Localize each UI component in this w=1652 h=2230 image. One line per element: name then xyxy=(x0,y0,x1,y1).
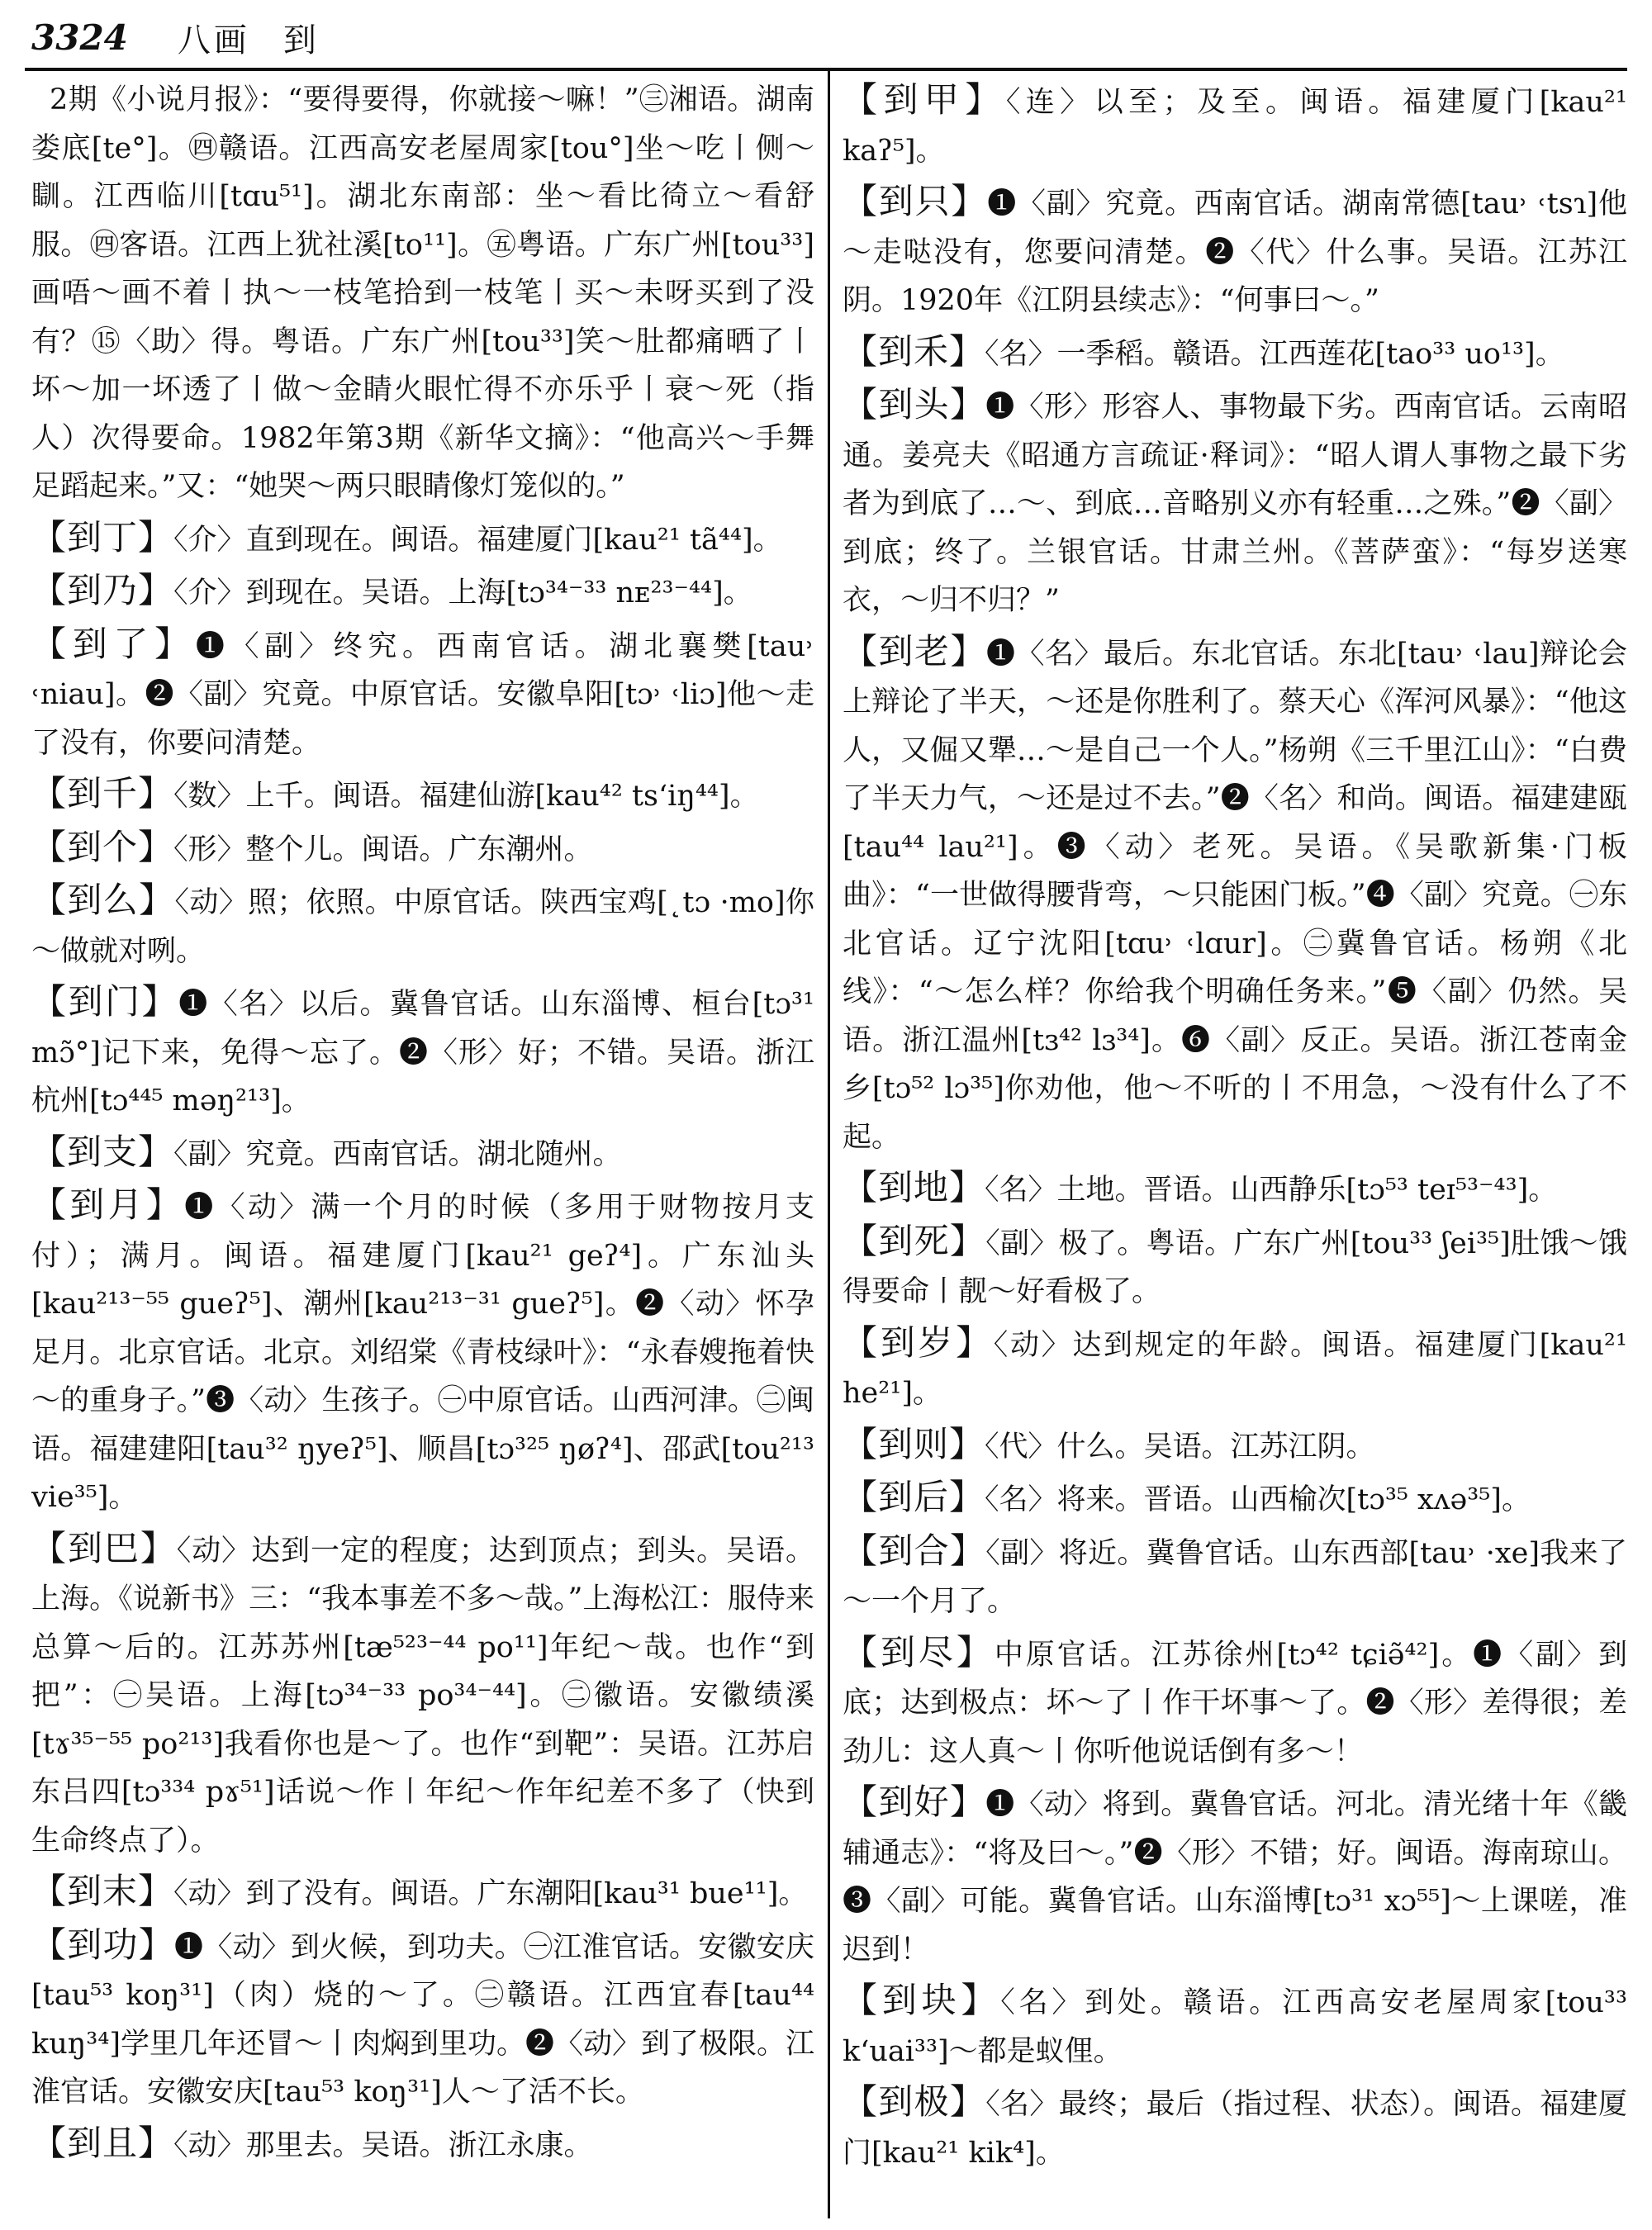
entry-text: 〈动〉那里去。吴语。浙江永康。 xyxy=(173,2128,593,2162)
entry-headword: 【到千】 xyxy=(31,773,174,814)
entry xyxy=(31,514,814,565)
entry-headword: 【到甲】 xyxy=(843,79,1006,120)
entry xyxy=(843,2078,1627,2177)
entry xyxy=(843,328,1627,379)
entry-headword: 【到丁】 xyxy=(31,516,174,558)
entry xyxy=(843,1527,1627,1626)
left-column xyxy=(31,76,814,2172)
entry-headword: 【到极】 xyxy=(843,2081,986,2122)
entry xyxy=(843,1778,1627,1974)
entry xyxy=(843,1473,1627,1525)
entry xyxy=(843,381,1627,625)
entry-text: ❶〈副〉究竟。西南官话。湖南常德[tau˒ ˓tsɿ]他～走哒没有，您要问清楚。❷〈代〉什么事。吴语。江苏江阴。1920年《江阴县续志》：“何事曰～。” xyxy=(843,187,1627,317)
page-number: 3324 xyxy=(31,17,128,58)
entry xyxy=(31,1181,814,1522)
entry-headword: 【到末】 xyxy=(31,1871,174,1911)
entry xyxy=(843,1319,1627,1418)
entry-text: 〈代〉什么。吴语。江苏江阴。 xyxy=(985,1430,1375,1464)
entry-headword: 【到只】 xyxy=(843,181,988,221)
column-divider xyxy=(828,71,830,2218)
entry xyxy=(31,1921,814,2117)
entry-text: ❶〈名〉以后。冀鲁官话。山东淄博、桓台[tɔ³¹ mɔ̃°]记下来，免得～忘了。❷〈形〉好；不错。吴语。浙江杭州[tɔ⁴⁴⁵ məŋ²¹³]。 xyxy=(31,988,814,1117)
entry-headword: 【到么】 xyxy=(31,880,175,920)
entry-text: 〈形〉整个儿。闽语。广东潮州。 xyxy=(173,833,593,866)
entry-text: 〈副〉将近。冀鲁官话。山东西部[tau˒ ·xe]我来了～一个月了。 xyxy=(843,1536,1627,1618)
entry-headword: 【到月】 xyxy=(31,1184,185,1225)
entry-headword: 【到功】 xyxy=(31,1924,174,1965)
entry-text: 〈动〉照；依照。中原官话。陕西宝鸡[˛tɔ ·mo]你～做就对咧。 xyxy=(31,886,814,968)
entry-text: 〈介〉到现在。吴语。上海[tɔ³⁴⁻³³ nᴇ²³⁻⁴⁴]。 xyxy=(173,576,752,610)
entry-headword: 【到支】 xyxy=(31,1131,174,1172)
section-label: 八画 xyxy=(177,21,250,59)
entry-text: ❶〈名〉最后。东北官话。东北[tau˒ ˓lau]辩论会上辩论了半天，～还是你胜利了。蔡天心《浑河风暴》：“他这人，又倔又犟…～是自己一个人。”杨朔《三千里江山》：“白费了半天力气，～还是过不去。”❷〈名〉和尚。闽语。福建建瓯[tau⁴⁴ lau²¹]。❸〈动〉老死。吴语。《吴歌新集·门板曲》：“一世做得腰背弯，～只能困门板。”❹〈副〉究竟。㊀东北官话。辽宁沈阳[tɑu˒ ˓lɑur]。㊁冀鲁官话。杨朔《北线》：“～怎么样？你给我个明确任务来。”❺〈副〉仍然。吴语。浙江温州[tɜ⁴² lɜ³⁴]。❻〈副〉反正。吴语。浙江苍南金乡[tɔ⁵² lɔ³⁵]你劝他，他～不听的丨不用急，～没有什么了不起。 xyxy=(843,637,1627,1154)
entry-text: 〈副〉极了。粤语。广东广州[tou³³ ʃei³⁵]肚饿～饿得要命丨靓～好看极了。 xyxy=(843,1226,1627,1308)
entry xyxy=(843,1976,1627,2076)
entry-text: 〈副〉究竟。西南官话。湖北随州。 xyxy=(173,1137,622,1171)
entry xyxy=(31,1525,814,1866)
entry-text: 中原官话。江苏徐州[tɔ⁴² tɕiə̃⁴²]。❶〈副〉到底；达到极点：坏～了丨作干坏事～了。❷〈形〉差得很；差劲儿：这人真～丨你听他说话倒有多～！ xyxy=(843,1638,1627,1768)
entry-headword: 【到岁】 xyxy=(843,1321,994,1363)
right-column xyxy=(843,76,1627,2180)
entry-headword: 【到块】 xyxy=(843,1980,1001,2020)
entry-text: ❶〈动〉将到。冀鲁官话。河北。清光绪十年《畿辅通志》：“将及曰～。”❷〈形〉不错；好。闽语。海南琼山。❸〈副〉可能。冀鲁官话。山东淄博[tɔ³¹ xɔ⁵⁵]～上课嗟，准迟到！ xyxy=(843,1788,1627,1967)
entry xyxy=(31,620,814,768)
entry-headword: 【到地】 xyxy=(843,1167,985,1208)
entry-text: 〈名〉土地。晋语。山西静乐[tɔ⁵³ teɪ⁵³⁻⁴³]。 xyxy=(985,1174,1558,1207)
entry-text: 〈动〉到了没有。闽语。广东潮阳[kau³¹ bue¹¹]。 xyxy=(173,1877,808,1910)
continuation-paragraph: 2期《小说月报》：“要得要得，你就接～嘛！”㊂湘语。湖南娄底[te°]。㊃赣语。江西高安老屋周家[tou°]坐～吃丨侧～瞓。江西临川[tɑu⁵¹]。湖北东南部：坐～看比徛立～看舒服。㊃客语。江西上犹社溪[to¹¹]。㊄粤语。广东广州[tou³³]画唔～画不着丨执～一枝笔拾到一枝笔丨买～未呀买到了没有？⑮〈助〉得。粤语。广东广州[tou³³]笑～肚都痛晒了丨坏～加一坏透了丨做～金睛火眼忙得不亦乐乎丨衰～死（指人）次得要命。1982年第3期《新华文摘》：“他高兴～手舞足蹈起来。”又：“她哭～两只眼睛像灯笼似的。” xyxy=(31,83,814,503)
header-rule xyxy=(25,68,1627,71)
entry xyxy=(843,628,1627,1162)
entry xyxy=(843,1164,1627,1215)
entry xyxy=(31,770,814,821)
entry-headword: 【到禾】 xyxy=(843,330,985,372)
entry-text: 〈名〉将来。晋语。山西榆次[tɔ³⁵ xʌə³⁵]。 xyxy=(985,1483,1531,1516)
entry-headword: 【到乃】 xyxy=(31,570,174,610)
entry-text: 〈名〉到处。赣语。江西高安老屋周家[tou³³ k‘uai³³]～都是蚁俚。 xyxy=(843,1986,1627,2068)
entry-headword: 【到尽】 xyxy=(843,1631,995,1672)
entry-headword: 【到头】 xyxy=(843,384,986,425)
entry-text: ❶〈形〉形容人、事物最下劣。西南官话。云南昭通。姜亮夫《昭通方言疏证·释词》：“昭人谓人事物之最下劣者为到底了…～、到底…音略别义亦有轻重…之殊。”❷〈副〉到底；终了。兰银官话。甘肃兰州。《菩萨蛮》：“每岁送寒衣，～归不归？” xyxy=(843,391,1627,617)
entry xyxy=(31,1128,814,1179)
entry-headword: 【到后】 xyxy=(843,1477,985,1517)
entry-headword: 【到则】 xyxy=(843,1423,985,1464)
entry-headword: 【到好】 xyxy=(843,1782,986,1822)
entry-headword: 【到老】 xyxy=(843,630,986,671)
entry-text: 〈名〉最终；最后（指过程、状态）。闽语。福建厦门[kau²¹ kik⁴]。 xyxy=(843,2088,1627,2170)
entry-headword: 【到门】 xyxy=(31,981,179,1022)
entry xyxy=(843,1217,1627,1317)
entry xyxy=(31,876,814,975)
entry-headword: 【到且】 xyxy=(31,2122,174,2163)
entry-text: ❶〈副〉终究。西南官话。湖北襄樊[tau˒ ˓niau]。❷〈副〉究竟。中原官话。安徽阜阳[tɔ˒ ˓liɔ]他～走了没有，你要问清楚。 xyxy=(31,629,814,760)
entry-text: 〈动〉达到规定的年龄。闽语。福建厦门[kau²¹ he²¹]。 xyxy=(843,1328,1627,1410)
entry xyxy=(31,823,814,875)
entry xyxy=(31,2119,814,2171)
entry-text: 〈介〉直到现在。闽语。福建厦门[kau²¹ tã⁴⁴]。 xyxy=(173,523,782,557)
entry xyxy=(843,178,1627,325)
entry-text: ❶〈动〉满一个月的时候（多用于财物按月支付）；满月。闽语。福建厦门[kau²¹ geʔ⁴]。广东汕头[kau²¹³⁻⁵⁵ gueʔ⁵]、潮州[kau²¹³⁻³¹ gueʔ⁵]。❷〈动〉怀孕足月。北京官话。北京。刘绍棠《青枝绿叶》：“永春嫂拖着快～的重身子。”❸〈动〉生孩子。㊀中原官话。山西河津。㊁闽语。福建建阳[tau³² ŋyeʔ⁵]、顺昌[tɔ³²⁵ ŋøʔ⁴]、邵武[tou²¹³ vie³⁵]。 xyxy=(31,1191,814,1514)
entry-headword: 【到个】 xyxy=(31,826,174,867)
entry xyxy=(843,76,1627,175)
header-headword: 到 xyxy=(282,21,316,59)
entry-text: ❶〈动〉到火候，到功夫。㊀江淮官话。安徽安庆[tau⁵³ koŋ³¹]（肉）烧的～了。㊁赣语。江西宜春[tau⁴⁴ kuŋ³⁴]学里几年还冒～丨肉焖到里功。❷〈动〉到了极限。江淮官话。安徽安庆[tau⁵³ koŋ³¹]人～了活不长。 xyxy=(31,1930,815,2109)
entry-text: 〈动〉达到一定的程度；达到顶点；到头。吴语。上海。《说新书》三：“我本事差不多～哉。”上海松江：服侍来总算～后的。江苏苏州[tæ⁵²³⁻⁴⁴ po¹¹]年纪～哉。也作“到把”：㊀吴语。上海[tɔ³⁴⁻³³ po³⁴⁻⁴⁴]。㊁徽语。安徽绩溪[tɤ³⁵⁻⁵⁵ po²¹³]我看你也是～了。也作“到靶”：吴语。江苏启东吕四[tɔ³³⁴ pɤ⁵¹]话说～作丨年纪～作年纪差不多了（快到生命终点了）。 xyxy=(31,1534,814,1858)
entry-text: 〈数〉上千。闽语。福建仙游[kau⁴² ts‘iŋ⁴⁴]。 xyxy=(173,780,759,813)
entry xyxy=(843,1421,1627,1472)
entry xyxy=(843,1629,1627,1777)
page-header xyxy=(31,8,316,66)
entry-headword: 【到巴】 xyxy=(31,1527,177,1568)
entry xyxy=(31,1867,814,1919)
entry-headword: 【到合】 xyxy=(843,1530,986,1571)
entry-text: 〈名〉一季稻。赣语。江西莲花[tao³³ uo¹³]。 xyxy=(985,337,1564,371)
entry-headword: 【到死】 xyxy=(843,1220,986,1261)
entry xyxy=(31,978,814,1126)
entry xyxy=(31,567,814,618)
entry-text: 〈连〉以至；及至。闽语。福建厦门[kau²¹ kaʔ⁵]。 xyxy=(843,86,1627,168)
entry-headword: 【到了】 xyxy=(31,623,196,664)
